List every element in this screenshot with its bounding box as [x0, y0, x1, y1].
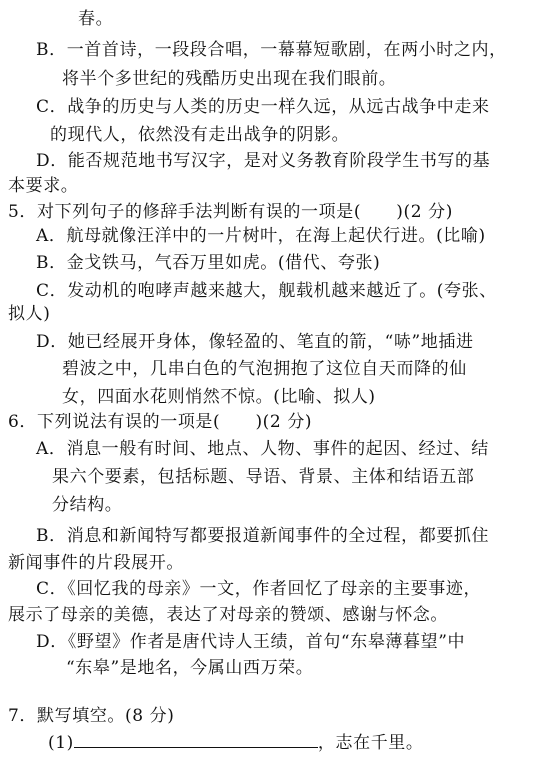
- text-line: B．一首首诗，一段段合唱，一幕幕短歌剧，在两小时之内，: [36, 40, 507, 60]
- text-line: 春。: [78, 9, 114, 29]
- text-line: 的现代人，依然没有走出战争的阴影。: [50, 125, 350, 145]
- text-line: C．战争的历史与人类的历史一样久远，从远古战争中走来: [36, 97, 490, 117]
- text-line: B．金戈铁马，气吞万里如虎。(借代、夸张): [36, 253, 381, 273]
- text-line: D．《野望》作者是唐代诗人王绩，首句“东皋薄暮望”中: [36, 632, 466, 652]
- text-line: 新闻事件的片段展开。: [8, 553, 184, 573]
- text-line: C．发动机的咆哮声越来越大，舰载机越来越近了。(夸张、: [36, 281, 497, 301]
- answer-blank[interactable]: [74, 731, 318, 748]
- text-line: 碧波之中，几串白色的气泡拥抱了这位自天而降的仙: [62, 359, 467, 379]
- text-line: 将半个多世纪的残酷历史出现在我们眼前。: [62, 69, 397, 89]
- text-line: C．《回忆我的母亲》一文，作者回忆了母亲的主要事迹，: [36, 579, 482, 599]
- text-line: D．她已经展开身体，像轻盈的、笔直的箭，“哧”地插进: [36, 332, 474, 352]
- text-line: B．消息和新闻特写都要报道新闻事件的全过程，都要抓住: [36, 526, 490, 546]
- text-line: 果六个要素，包括标题、导语、背景、主体和结语五部: [52, 467, 475, 487]
- fill-item-1: [48, 731, 424, 754]
- text-line: A．航母就像汪洋中的一片树叶，在海上起伏行进。(比喻): [36, 226, 486, 246]
- question-6-stem: 6．下列说法有误的一项是( )(2 分): [8, 412, 313, 432]
- text-line: “东皋”是地名，今属山西万荣。: [66, 658, 314, 678]
- text-line: 分结构。: [52, 495, 123, 515]
- text-line: 本要求。: [8, 176, 79, 196]
- question-7-stem: 7．默写填空。(8 分): [8, 706, 175, 726]
- text-line: 女，四面水花则悄然不惊。(比喻、拟人): [62, 387, 376, 407]
- text-line: 拟人): [8, 304, 51, 324]
- text-line: A．消息一般有时间、地点、人物、事件的起因、经过、结: [36, 439, 489, 459]
- text-line: 展示了母亲的美德，表达了对母亲的赞颂、感谢与怀念。: [8, 605, 448, 625]
- question-5-stem: 5．对下列句子的修辞手法判断有误的一项是( )(2 分): [8, 202, 453, 222]
- fill-item-number: (1): [48, 733, 74, 753]
- text-line: D．能否规范地书写汉字，是对义务教育阶段学生书写的基: [36, 151, 491, 171]
- fill-item-suffix: ，志在千里。: [317, 733, 424, 753]
